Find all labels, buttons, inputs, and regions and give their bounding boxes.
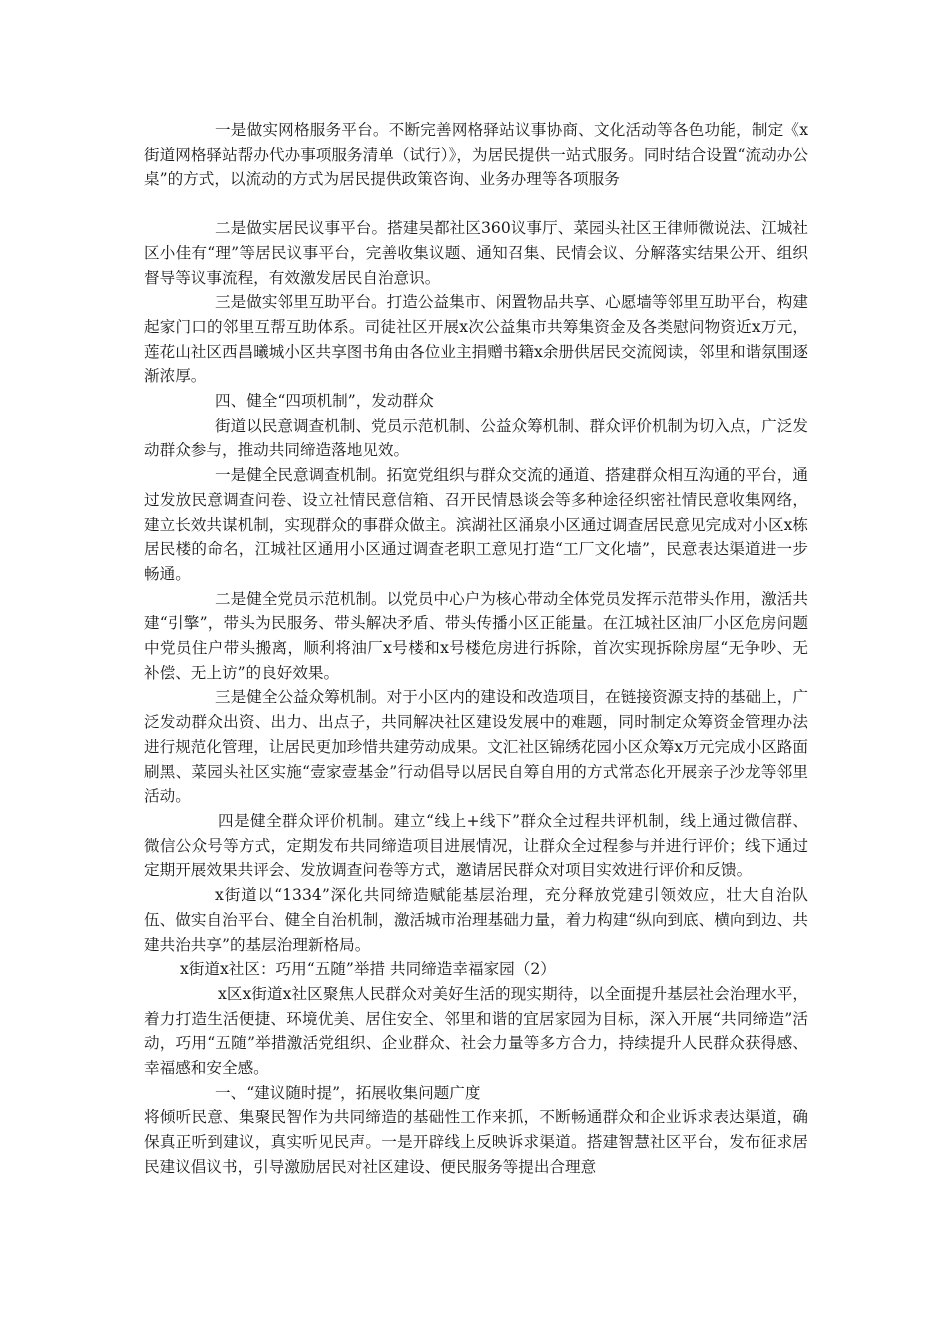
document-body xyxy=(144,118,808,1180)
paragraph-community-intro: x区x街道x社区聚焦人民群众对美好生活的现实期待，以全面提升基层社会治理水平，着力打造生活便捷、环境优美、居住安全、邻里和谐的宜居家园为目标，深入开展“共同缔造”活动，巧用“五随”举措激活党组织、企业群众、社会力量等多方合力，持续提升人民群众获得感、幸福感和安全感。 xyxy=(144,984,808,1078)
paragraph-gap xyxy=(144,192,808,216)
paragraph-party-member-demo: 二是健全党员示范机制。以党员中心户为核心带动全体党员发挥示范带头作用，激活共建“引擎”，带头为民服务、带头解决矛盾、带头传播小区正能量。在江城社区油厂小区危房问题中党员住户带头搬离，顺利将油厂x号楼和x号楼危房进行拆除，首次实现拆除房屋“无争吵、无补偿、无上访”的良好效果。 xyxy=(144,589,808,682)
paragraph-public-crowdfunding: 三是健全公益众筹机制。对于小区内的建设和改造项目，在链接资源支持的基础上，广泛发动群众出资、出力、出点子，共同解决社区建设发展中的难题，同时制定众筹资金管理办法进行规范化管理，让居民更加珍惜共建劳动成果。文汇社区锦绣花园小区众筹x万元完成小区路面刷黑、菜园头社区实施“壹家壹基金”行动倡导以居民自筹自用的方式常态化开展亲子沙龙等邻里活动。 xyxy=(144,688,808,806)
article-title-five-sui: x街道x社区：巧用“五随”举措 共同缔造幸福家园（2） xyxy=(180,960,556,979)
paragraph-resident-deliberation: 二是做实居民议事平台。搭建吴都社区360议事厅、菜园头社区王律师微说法、江城社区小佳有“理”等居民议事平台，完善收集议题、通知召集、民情会议、分解落实结果公开、组织督导等议事流程，有效激发居民自治意识。 xyxy=(144,219,808,287)
paragraph-listening-channels: 将倾听民意、集聚民智作为共同缔造的基础性工作来抓，不断畅通群众和企业诉求表达渠道，确保真正听到建议，真实听见民声。一是开辟线上反映诉求渠道。搭建智慧社区平台，发布征求居民建议倡议书，引导激励居民对社区建设、便民服务等提出合理意 xyxy=(144,1108,808,1176)
section-heading-suggestions: 一、“建议随时提”，拓展收集问题广度 xyxy=(215,1083,481,1102)
paragraph-summary-1334: x街道以“1334”深化共同缔造赋能基层治理，充分释放党建引领效应，壮大自治队伍、做实自治平台、健全自治机制，激活城市治理基础力量，着力构建“纵向到底、横向到边、共建共治共享”的基层治理新格局。 xyxy=(144,886,808,954)
section-heading-four-mechanisms: 四、健全“四项机制”，发动群众 xyxy=(215,392,434,411)
paragraph-neighbor-mutual-aid: 三是做实邻里互助平台。打造公益集市、闲置物品共享、心愿墙等邻里互助平台，构建起家门口的邻里互帮互助体系。司徒社区开展x次公益集市共筹集资金及各类慰问物资近x万元，莲花山社区西昌曦城小区共享图书角由各位业主捐赠书籍x余册供居民交流阅读，邻里和谐氛围逐渐浓厚。 xyxy=(144,293,808,386)
paragraph-opinion-survey: 一是健全民意调查机制。拓宽党组织与群众交流的通道、搭建群众相互沟通的平台，通过发放民意调查问卷、设立社情民意信箱、召开民情恳谈会等多种途径织密社情民意收集网络，建立长效共谋机制，实现群众的事群众做主。滨湖社区涌泉小区通过调查居民意见完成对小区x栋居民楼的命名，江城社区通用小区通过调查老职工意见打造“工厂文化墙”，民意表达渠道进一步畅通。 xyxy=(144,466,808,583)
paragraph-mechanisms-intro: 街道以民意调查机制、党员示范机制、公益众筹机制、群众评价机制为切入点，广泛发动群众参与，推动共同缔造落地见效。 xyxy=(144,416,808,460)
paragraph-public-evaluation: 四是健全群众评价机制。建立“线上+线下”群众全过程共评机制，线上通过微信群、微信公众号等方式，定期发布共同缔造项目进展情况，让群众全过程参与并进行评价；线下通过定期开展效果共评会、发放调查问卷等方式，邀请居民群众对项目实效进行评价和反馈。 xyxy=(144,811,808,880)
paragraph-grid-service-platform: 一是做实网格服务平台。不断完善网格驿站议事协商、文化活动等各色功能，制定《x街道网格驿站帮办代办事项服务清单（试行）》，为居民提供一站式服务。同时结合设置“流动办公桌”的方式，以流动的方式为居民提供政策咨询、业务办理等各项服务 xyxy=(144,121,808,189)
